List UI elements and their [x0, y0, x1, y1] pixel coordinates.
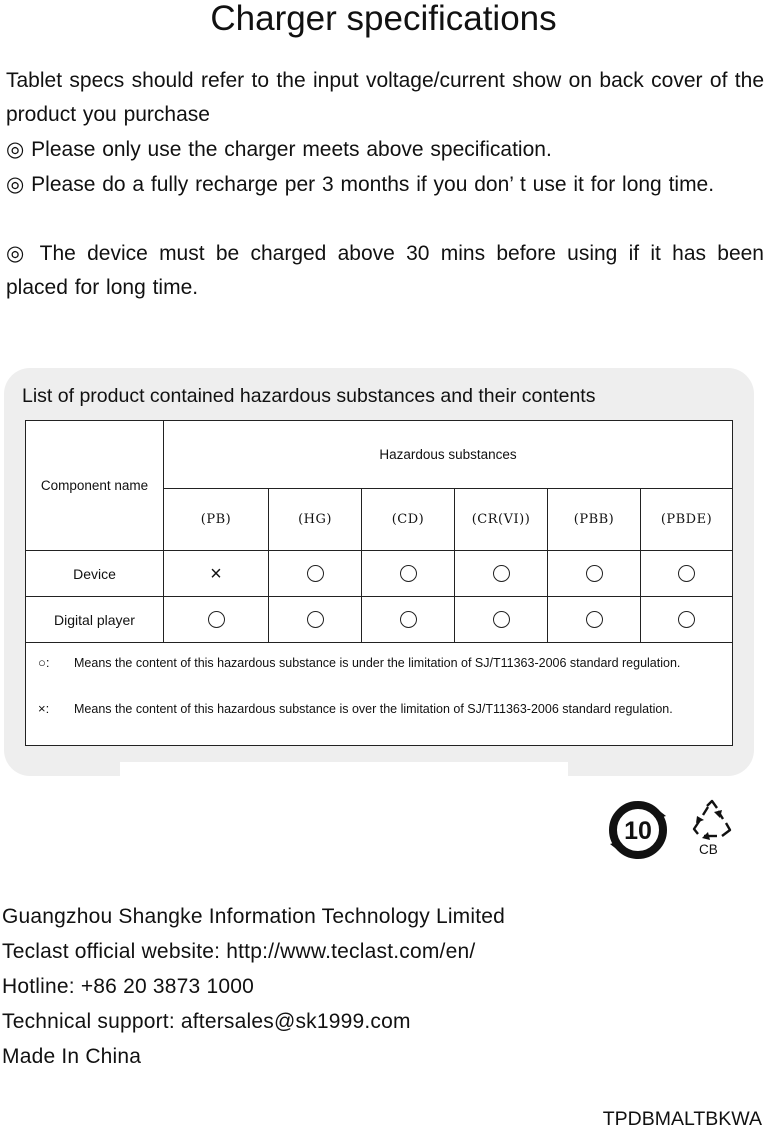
hazard-table [25, 420, 733, 643]
row-label: Digital player [26, 597, 164, 643]
under-limit-mark [455, 551, 548, 597]
hazard-panel-title: List of product contained hazardous substances and their contents [22, 385, 596, 407]
substance-header: (CD) [362, 489, 455, 551]
circle-icon [400, 565, 417, 582]
circle-icon [493, 611, 510, 628]
support-email-line[interactable]: Technical support: aftersales@sk1999.com [2, 1010, 411, 1033]
legend-symbol: ○: [38, 655, 50, 670]
charger-note: ◎ Please only use the charger meets above specification. [6, 138, 552, 161]
use-period-number: 10 [624, 817, 652, 845]
under-limit-mark [548, 597, 641, 643]
recharge-note: ◎ Please do a fully recharge per 3 months if you don’ t use it for long time. [6, 173, 715, 196]
substance-header: (HG) [269, 489, 362, 551]
charge-before-use-note: ◎ The device must be charged above 30 mins before using if it has been placed for long time. [6, 242, 764, 299]
circle-icon [586, 565, 603, 582]
recycle-icon [690, 798, 734, 842]
over-limit-mark: × [164, 551, 269, 597]
hotline-line: Hotline: +86 20 3873 1000 [2, 975, 254, 998]
substance-header: (PBB) [548, 489, 641, 551]
under-limit-mark [269, 597, 362, 643]
legend-notes [25, 644, 733, 746]
circle-icon [307, 565, 324, 582]
circle-icon [400, 611, 417, 628]
page-title: Charger specifications [210, 0, 557, 38]
substance-header: (PBDE) [641, 489, 733, 551]
substance-header: (CR(VI)) [455, 489, 548, 551]
circle-icon [678, 611, 695, 628]
legend-text: Means the content of this hazardous substance is over the limitation of SJ/T11363-2006 standard regulation. [74, 702, 673, 716]
website-line[interactable]: Teclast official website: http://www.teclast.com/en/ [2, 940, 476, 963]
origin-line: Made In China [2, 1045, 142, 1068]
under-limit-mark [641, 597, 733, 643]
table-row [26, 597, 733, 643]
company-name: Guangzhou Shangke Information Technology Limited [2, 905, 506, 928]
spec-paragraph: Tablet specs should refer to the input voltage/current show on back cover of the product you purchase [6, 69, 764, 126]
row-label: Device [26, 551, 164, 597]
circle-icon [586, 611, 603, 628]
circle-icon [307, 611, 324, 628]
under-limit-mark [455, 597, 548, 643]
circle-icon [678, 565, 695, 582]
divider [120, 762, 568, 778]
circle-icon [493, 565, 510, 582]
under-limit-mark [641, 551, 733, 597]
under-limit-mark [164, 597, 269, 643]
component-name-header: Component name [26, 421, 164, 551]
legend-symbol: ×: [38, 701, 50, 716]
under-limit-mark [362, 597, 455, 643]
circle-icon [208, 611, 225, 628]
legend-text: Means the content of this hazardous substance is under the limitation of SJ/T11363-2006 standard regulation. [74, 656, 681, 670]
model-code: TPDBMALTBKWA [602, 1108, 762, 1130]
recycle-label: CB [699, 842, 718, 857]
under-limit-mark [269, 551, 362, 597]
environmental-use-period-icon [607, 800, 669, 860]
under-limit-mark [548, 551, 641, 597]
table-row [26, 551, 733, 597]
hazardous-substances-header: Hazardous substances [164, 421, 733, 489]
substance-header: (PB) [164, 489, 269, 551]
under-limit-mark [362, 551, 455, 597]
